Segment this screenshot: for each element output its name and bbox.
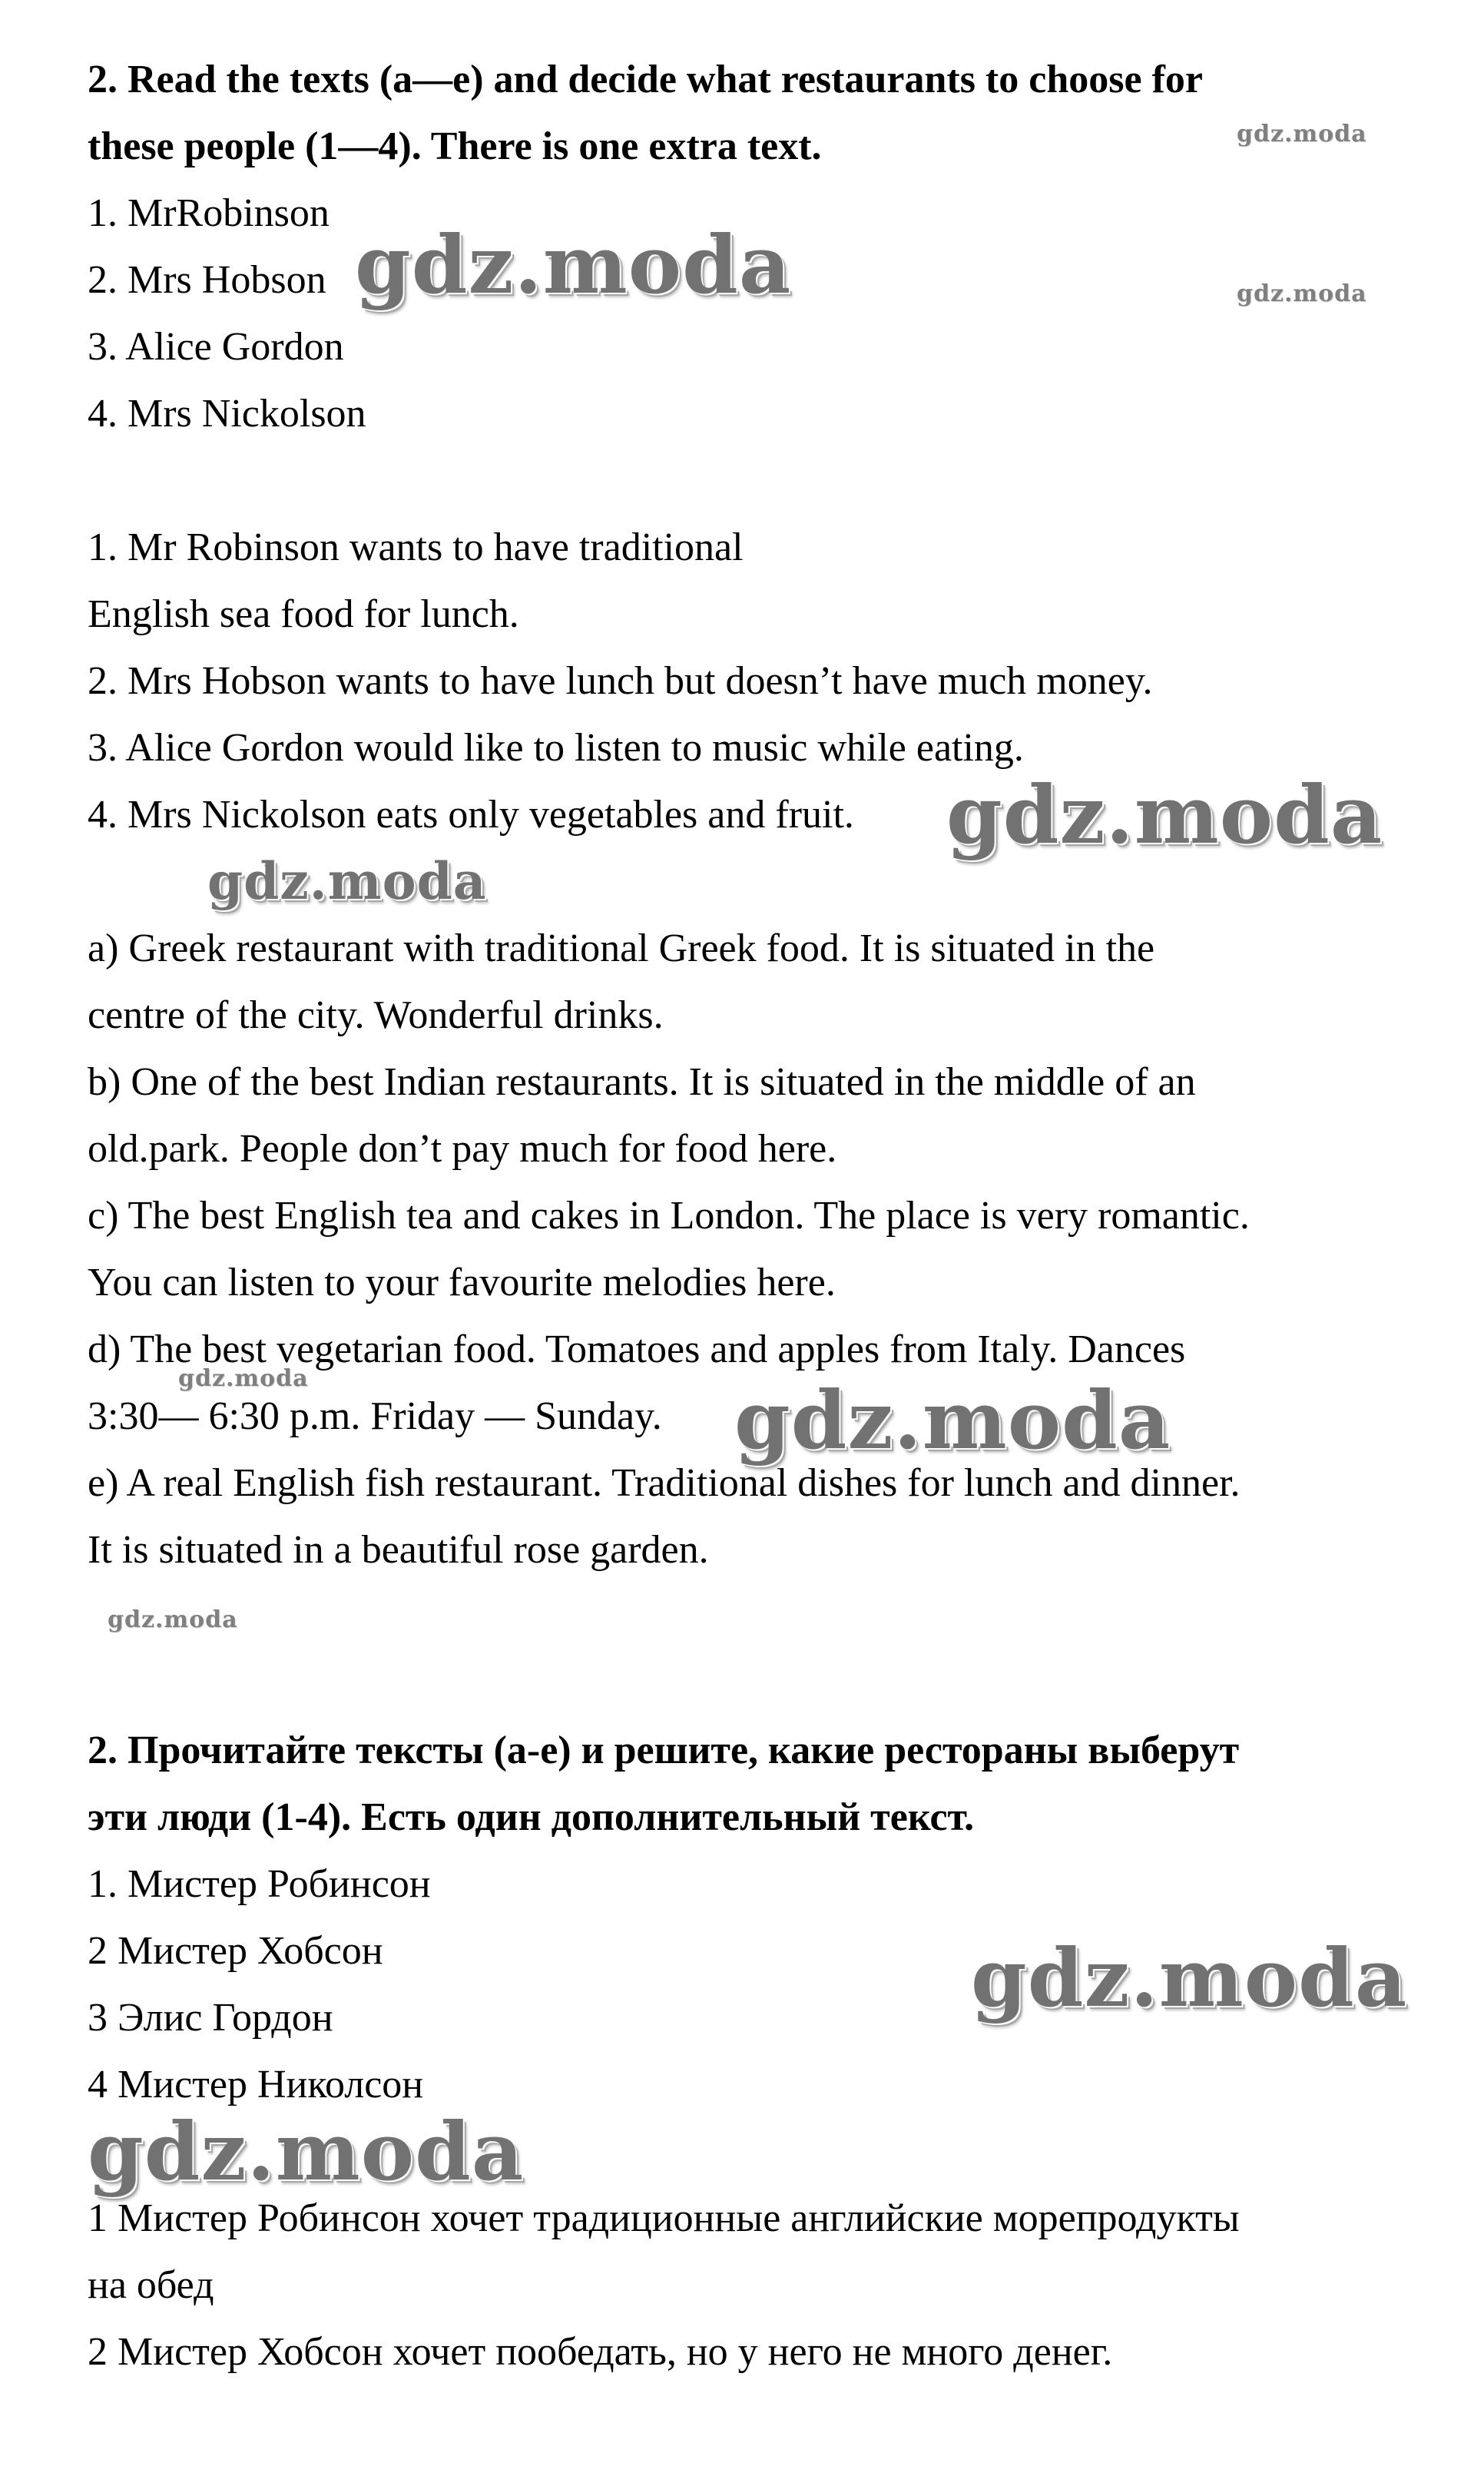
watermark: gdz.moda [1237,121,1367,148]
english-task-heading-line-1: 2. Read the texts (a—e) and decide what restaurants to choose for [88,58,1203,101]
english-need-1b: English sea food for lunch. [88,592,519,636]
watermark: gdz.moda [734,1373,1171,1467]
document-page [88,46,1409,2385]
restaurant-e-line-2: It is situated in a beautiful rose garden. [88,1528,709,1572]
watermark: gdz.moda [946,767,1383,862]
russian-person-4: 4 Мистер Николсон [88,2063,424,2106]
watermark: gdz.moda [1237,280,1367,307]
restaurant-c-line-1: c) The best English tea and cakes in London. The place is very romantic. [88,1194,1250,1238]
english-person-2: 2. Mrs Hobson [88,258,326,302]
restaurant-a-line-1: a) Greek restaurant with traditional Greek food. It is situated in the [88,926,1155,970]
watermark: gdz.moda [355,217,792,312]
spacer [88,447,1409,514]
restaurant-b-line-1: b) One of the best Indian restaurants. It is situated in the middle of an [88,1060,1196,1104]
russian-need-1b: на обед [88,2263,214,2307]
spacer [88,1650,1409,1717]
restaurant-d-line-1: d) The best vegetarian food. Tomatoes and apples from Italy. Dances [88,1328,1186,1371]
russian-person-2: 2 Мистер Хобсон [88,1929,383,1973]
russian-person-1: 1. Мистер Робинсон [88,1862,431,1906]
russian-need-2: 2 Мистер Хобсон хочет пообедать, но у него не много денег. [88,2330,1113,2374]
restaurant-e-line-1: e) A real English fish restaurant. Traditional dishes for lunch and dinner. [88,1461,1241,1505]
restaurant-b-line-2: old.park. People don’t pay much for food here. [88,1127,837,1171]
english-person-1: 1. MrRobinson [88,191,330,235]
restaurant-c-line-2: You can listen to your favourite melodies here. [88,1261,836,1304]
english-need-4: 4. Mrs Nickolson eats only vegetables and fruit. [88,793,854,837]
english-need-1a: 1. Mr Robinson wants to have traditional [88,525,744,569]
restaurant-d-line-2: 3:30— 6:30 p.m. Friday — Sunday. [88,1394,662,1438]
watermark: gdz.moda [88,2104,525,2199]
russian-task-heading-line-1: 2. Прочитайте тексты (а-е) и решите, какие рестораны выберут [88,1729,1240,1772]
russian-person-3: 3 Элис Гордон [88,1996,333,2040]
english-need-2: 2. Mrs Hobson wants to have lunch but doesn’t have much money. [88,659,1153,703]
spacer [88,1583,1409,1650]
russian-task-heading-line-2: эти люди (1-4). Есть один дополнительный текст. [88,1795,975,1839]
english-person-4: 4. Mrs Nickolson [88,392,366,436]
english-task-heading-line-2: these people (1—4). There is one extra text. [88,124,822,168]
watermark: gdz.moda [178,1365,309,1392]
russian-need-1a: 1 Мистер Робинсон хочет традиционные английские морепродукты [88,2196,1240,2240]
watermark: gdz.moda [108,1606,238,1633]
english-need-3: 3. Alice Gordon would like to listen to music while eating. [88,726,1024,770]
watermark: gdz.moda [207,851,487,911]
restaurant-a-line-2: centre of the city. Wonderful drinks. [88,993,664,1037]
english-person-3: 3. Alice Gordon [88,325,344,369]
watermark: gdz.moda [971,1931,1408,2025]
